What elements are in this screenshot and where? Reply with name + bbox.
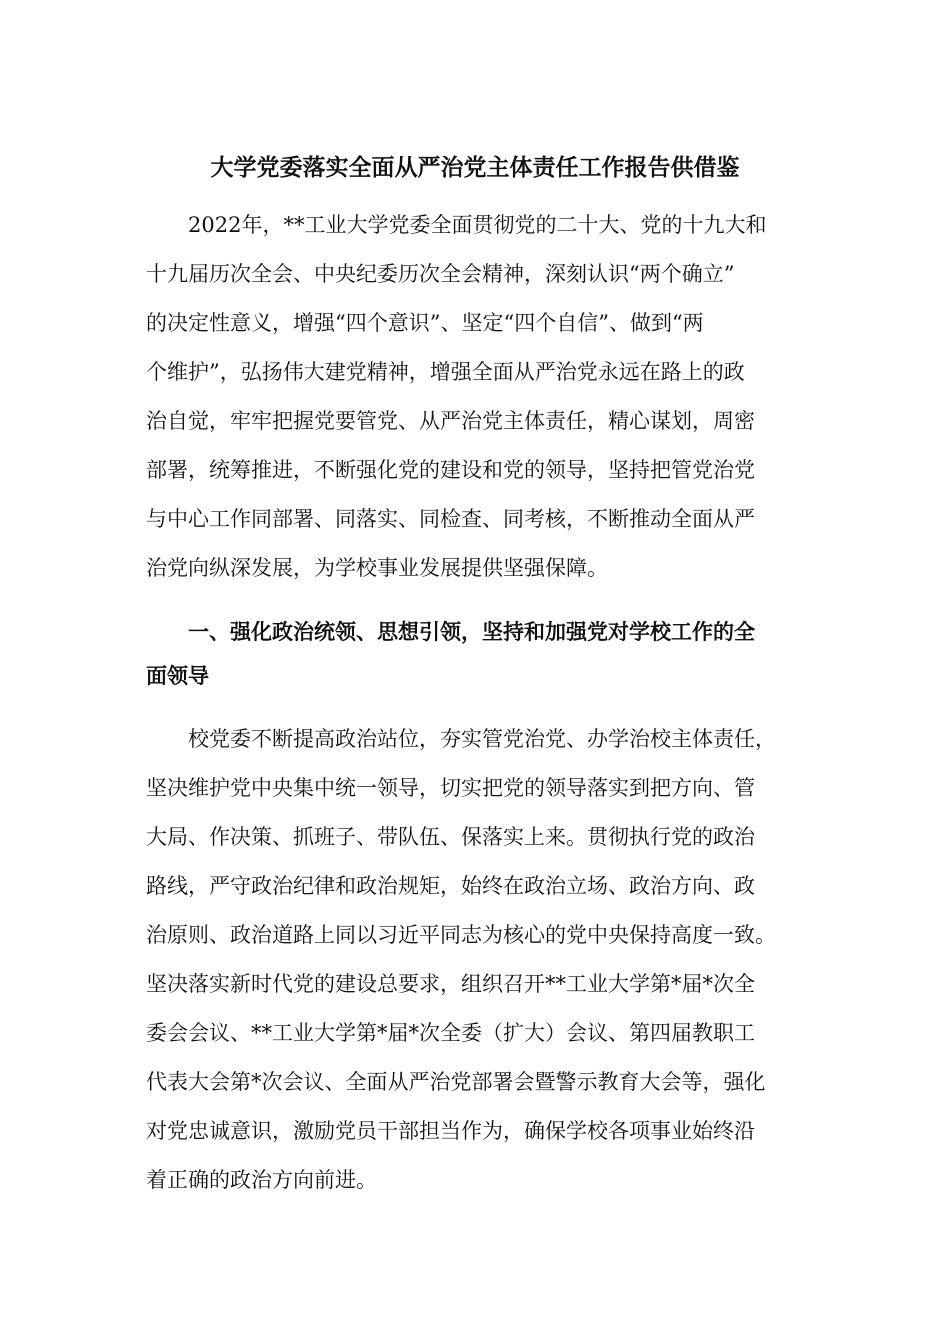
section-paragraph [146, 715, 806, 1205]
text-line: 治原则、政治道路上同以习近平同志为核心的党中央保持高度一致。 [146, 923, 776, 947]
text-line: 路线，严守政治纪律和政治规矩，始终在政治立场、政治方向、政 [146, 874, 755, 898]
text-line: 委会会议、**工业大学第*届*次全委（扩大）会议、第四届教职工 [146, 1021, 755, 1045]
text-line: 与中心工作同部署、同落实、同检查、同考核，不断推动全面从严 [146, 507, 755, 531]
section-heading [146, 610, 806, 698]
text-line: 部署，统筹推进，不断强化党的建设和党的领导，坚持把管党治党 [146, 458, 755, 482]
text-line: 校党委不断提高政治站位，夯实管党治党、办学治校主体责任， [188, 727, 776, 751]
intro-paragraph [146, 201, 806, 593]
text-line: 代表大会第*次会议、全面从严治党部署会暨警示教育大会等，强化 [146, 1070, 766, 1094]
heading-line: 一、强化政治统领、思想引领，坚持和加强党对学校工作的全 [188, 619, 755, 644]
text-line: 治自觉，牢牢把握党要管党、从严治党主体责任，精心谋划，周密 [146, 409, 755, 433]
heading-line: 面领导 [146, 663, 209, 688]
text-line: 十九届历次全会、中央纪委历次全会精神，深刻认识“两个确立” [146, 262, 735, 286]
document-title: 大学党委落实全面从严治党主体责任工作报告供借鉴 [210, 154, 740, 181]
text-line: 大局、作决策、抓班子、带队伍、保落实上来。贯彻执行党的政治 [146, 825, 755, 849]
text-line: 的决定性意义，增强“四个意识”、坚定“四个自信”、做到“两 [146, 311, 704, 335]
text-line: 个维护”，弘扬伟大建党精神，增强全面从严治党永远在路上的政 [146, 360, 745, 384]
text-line: 坚决维护党中央集中统一领导，切实把党的领导落实到把方向、管 [146, 776, 755, 800]
text-line: 治党向纵深发展，为学校事业发展提供坚强保障。 [146, 556, 608, 580]
text-line: 2022年，**工业大学党委全面贯彻党的二十大、党的十九大和 [188, 213, 767, 237]
text-line: 坚决落实新时代党的建设总要求，组织召开**工业大学第*届*次全 [146, 972, 755, 996]
text-line: 对党忠诚意识，激励党员干部担当作为，确保学校各项事业始终沿 [146, 1119, 755, 1143]
text-line: 着正确的政治方向前进。 [146, 1168, 377, 1192]
